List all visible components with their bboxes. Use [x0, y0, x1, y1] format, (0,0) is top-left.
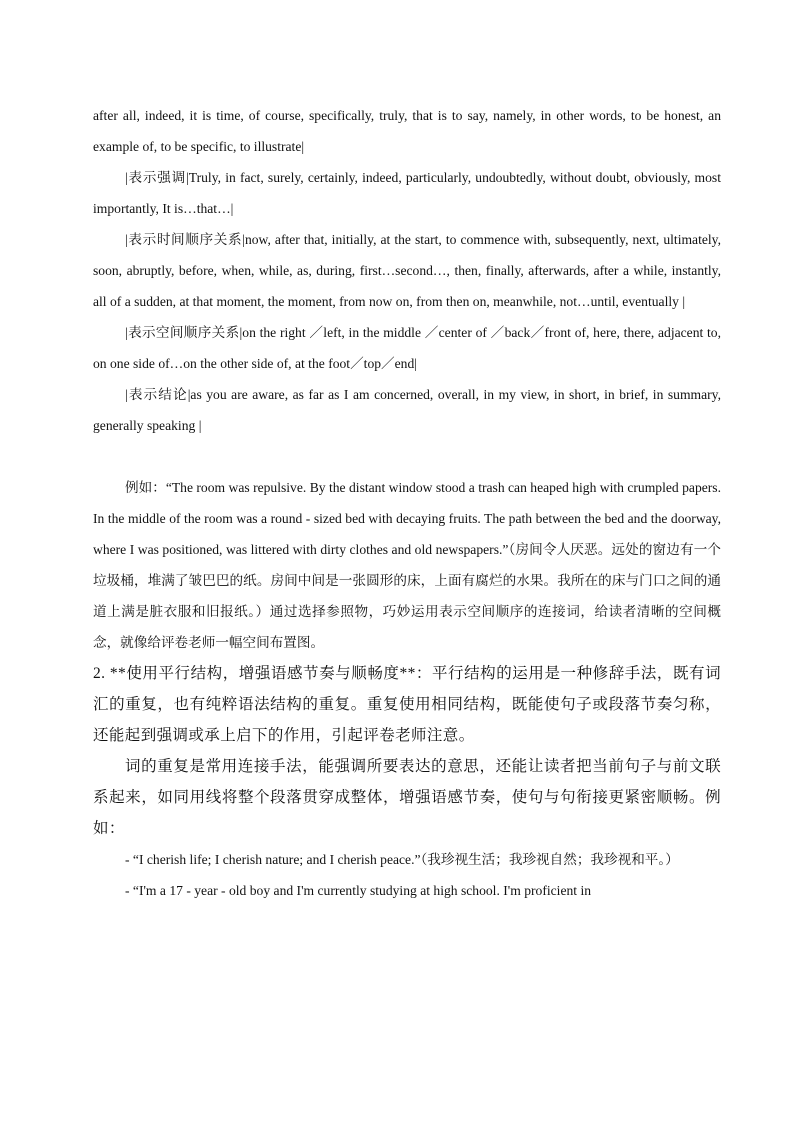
- conclusion-words-paragraph: |表示结论|as you are aware, as far as I am concerned, overall, in my view, in short, in brief, in summary, generally speaking |: [93, 387, 721, 433]
- example-item-2: - “I'm a 17 - year - old boy and I'm currently studying at high school. I'm proficient in: [125, 883, 592, 898]
- example-item-1: - “I cherish life; I cherish nature; and I cherish peace.”（我珍视生活；我珍视自然；我珍视和平。）: [125, 852, 679, 867]
- time-order-words-paragraph: |表示时间顺序关系|now, after that, initially, at the start, to commence with, subsequently, next, ultimately, soon, abruptly, before, when, while, as, during, first…second…, then, finally, afterwards, after a while, instantly, all of a sudden, at that moment, the moment, from now on, from then on, meanwhile, not…until, eventually |: [93, 232, 721, 309]
- example-paragraph: 例如：“The room was repulsive. By the distant window stood a trash can heaped high with crumpled papers. In the middle of the room was a round - sized bed with decaying fruits. The path between the bed and the doorway, where I was positioned, was littered with dirty clothes and old newspapers.”（房间令人厌恶。远处的窗边有一个垃圾桶，堆满了皱巴巴的纸。房间中间是一张圆形的床，上面有腐烂的水果。我所在的床与门口之间的通道上满是脏衣服和旧报纸。）通过选择参照物，巧妙运用表示空间顺序的连接词，给读者清晰的空间概念，就像给评卷老师一幅空间布置图。: [93, 480, 721, 650]
- paragraph-spacer: [93, 441, 721, 472]
- word-repetition-paragraph: 词的重复是常用连接手法，能强调所要表达的意思，还能让读者把当前句子与前文联系起来，如同用线将整个段落贯穿成整体，增强语感节奏，使句与句衔接更紧密顺畅。例如：: [93, 758, 721, 837]
- transition-words-paragraph: after all, indeed, it is time, of course, specifically, truly, that is to say, namely, in other words, to be honest, an example of, to be specific, to illustrate|: [93, 108, 721, 154]
- emphasis-words-paragraph: |表示强调|Truly, in fact, surely, certainly, indeed, particularly, undoubtedly, without doubt, obviously, most importantly, It is…that…|: [93, 170, 721, 216]
- document-body: [93, 100, 721, 906]
- parallel-structure-heading-paragraph: 2. **使用平行结构，增强语感节奏与顺畅度**：平行结构的运用是一种修辞手法，既有词汇的重复，也有纯粹语法结构的重复。重复使用相同结构，既能使句子或段落节奏匀称，还能起到强调或承上启下的作用，引起评卷老师注意。: [93, 665, 721, 744]
- space-order-words-paragraph: |表示空间顺序关系|on the right ／left, in the middle ／center of ／back／front of, here, there, adjacent to, on one side of…on the other side of, at the foot／top／end|: [93, 325, 721, 371]
